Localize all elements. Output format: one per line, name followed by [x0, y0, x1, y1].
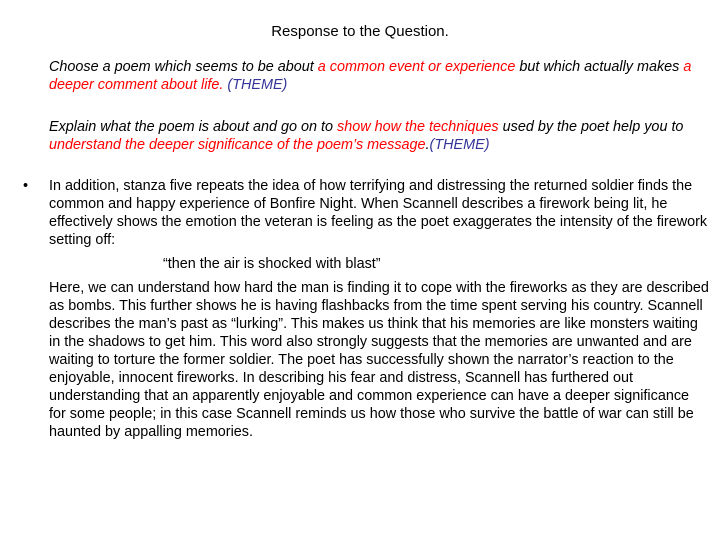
poem-quote: “then the air is shocked with blast”	[163, 256, 381, 272]
question-text: used by the poet help you to	[498, 119, 684, 135]
theme-tag: (THEME)	[223, 77, 288, 93]
body-paragraph: Here, we can understand how hard the man is finding it to cope with the fireworks as they are described as bombs. This further shows he is having flashbacks from the time spent serving his country. Scannell describes the man’s past as “lurking”. This makes us think that his memories are like monsters waiting in the shadows to get him. This word also strongly suggests that the memories are unwanted and are waiting to torture the former soldier. The poet has successfully shown the narrator’s reaction to the enjoyable, innocent fireworks. In describing his fear and distress, Scannell has furthered out understanding that an apparently enjoyable and common experience can have a deeper significance for some people; in this case Scannell reminds us how those who survive the battle of war can still be haunted by appalling memories.	[49, 280, 709, 440]
question-prompt	[49, 58, 709, 94]
body-paragraph: In addition, stanza five repeats the idea of how terrifying and distressing the returned soldier finds the common and happy experience of Bonfire Night. When Scannell describes a firework being lit, he effectively shows the emotion the veteran is feeling as the poet exaggerates the intensity of the firework setting off:	[49, 178, 708, 248]
question-text: Choose a poem which seems to be about	[49, 59, 318, 75]
bullet-marker: •	[23, 178, 29, 194]
task-prompt	[49, 118, 709, 154]
highlighted-phrase: understand the deeper significance of the poem’s message	[49, 137, 426, 153]
theme-tag: (THEME)	[429, 137, 490, 153]
highlighted-phrase: show how the techniques	[337, 119, 499, 135]
question-text: Explain what the poem is about and go on to	[49, 119, 338, 135]
page-title: Response to the Question.	[271, 23, 449, 40]
question-text: but which actually makes	[515, 59, 684, 75]
bullet-point	[23, 177, 713, 447]
bullet-content	[49, 177, 709, 441]
highlighted-phrase: a deeper comment about life.	[49, 59, 692, 93]
question-text: .	[425, 137, 430, 153]
highlighted-phrase: a common event or experience	[317, 59, 516, 75]
